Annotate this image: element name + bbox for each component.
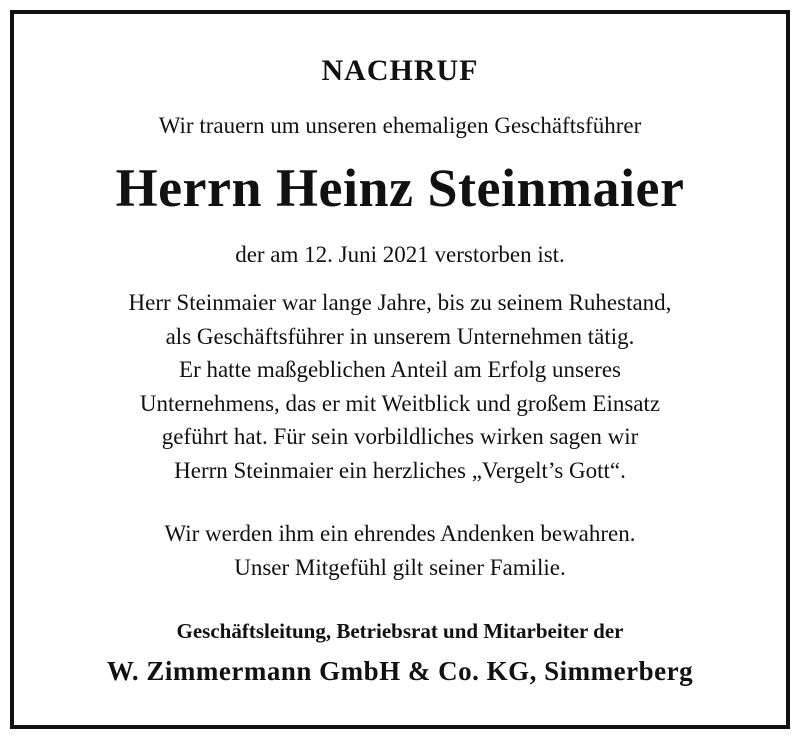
company-name: W. Zimmermann GmbH & Co. KG, Simmerberg xyxy=(106,656,694,686)
tribute-line: Unternehmens, das er mit Weitblick und großem Einsatz xyxy=(139,390,661,416)
remembrance-line: Unser Mitgefühl gilt seiner Familie. xyxy=(234,554,566,580)
deceased-name: Herrn Heinz Steinmaier xyxy=(115,158,685,218)
tribute-line: geführt hat. Für sein vorbildliches wirken sagen wir xyxy=(161,424,639,449)
tribute-paragraph xyxy=(0,286,800,487)
remembrance-paragraph xyxy=(0,517,800,584)
tribute-line: Herrn Steinmaier ein herzliches „Vergelt’s Gott“. xyxy=(174,457,626,483)
remembrance-line: Wir werden ihm ein ehrendes Andenken bewahren. xyxy=(164,521,636,546)
tribute-line: Herr Steinmaier war lange Jahre, bis zu seinem Ruhestand, xyxy=(128,290,672,315)
notice-heading: NACHRUF xyxy=(321,54,479,87)
tribute-line: als Geschäftsführer in unserem Unternehmen tätig. xyxy=(165,323,635,349)
intro-line: Wir trauern um unseren ehemaligen Geschäftsführer xyxy=(158,113,642,138)
tribute-line: Er hatte maßgeblichen Anteil am Erfolg unseres xyxy=(179,357,621,382)
signature-groups: Geschäftsleitung, Betriebsrat und Mitarbeiter der xyxy=(176,619,624,643)
death-date-line: der am 12. Juni 2021 verstorben ist. xyxy=(235,242,565,267)
